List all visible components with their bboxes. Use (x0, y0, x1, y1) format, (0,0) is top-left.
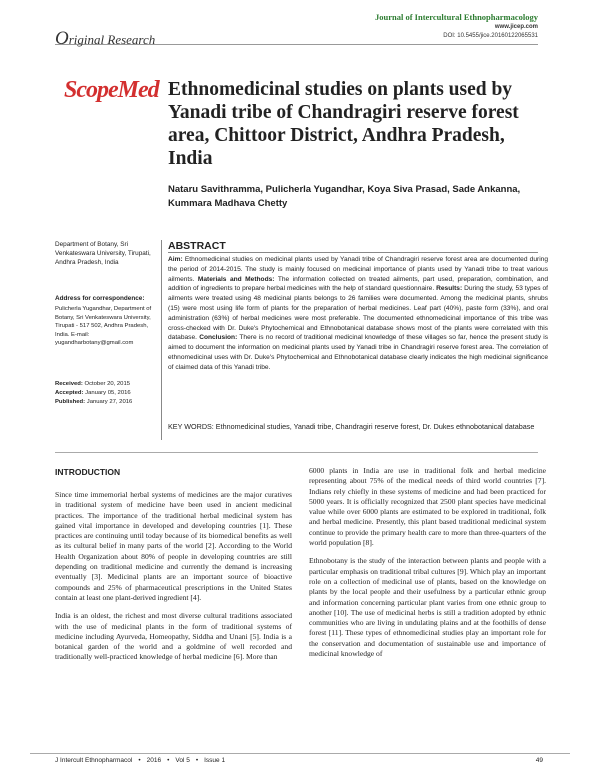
paragraph: Since time immemorial herbal systems of medicines are the major curatives in traditional system of medicine have been used in ancient medicinal practices. The importance of the traditional herbal medicinal system has gained vital importance in developed and developing countries [1]. These practices are continuing until today because of its biomedical benefits as well as its cultural belief in many parts of the world [2]. According to the World Health Organization about 80% of people in developing countries are still depending on traditional medicine and currently the demand is increasing eventually [3]. Medicinal plants are an important source of bioactive compounds and 25% of pharmaceutical prescriptions in the United States contain at least one plant-derived ingredient [4]. (55, 490, 292, 602)
abstract-rule (168, 252, 538, 253)
body-column-left (55, 490, 292, 671)
publisher-logo: ScopeMed (64, 77, 159, 103)
keywords-rule (55, 452, 538, 453)
footer-journal: J Intercult Ethnopharmacol (55, 757, 133, 764)
conclusion-label: Conclusion: (199, 334, 238, 342)
received-label: Received: (55, 381, 83, 387)
page-number: 49 (535, 757, 543, 764)
section-initial: O (55, 28, 69, 49)
aim-label: Aim: (168, 256, 183, 263)
article-dates (55, 380, 157, 408)
paragraph: 6000 plants in India are use in traditional folk and herbal medicine representing about 75% of the medical needs of third world countries [7]. Indians rely chiefly in these systems of medicine and had been practiced for 5000 years. It is officially recognized that 2500 plant species have medicinal value while over 6000 plants are estimated to be explored in traditional, folk and herbal medicine. Presently, this plant based traditional medicinal system continue to provide the primary health care to more than three-quarters of the world population [8]. (309, 466, 546, 548)
sidebar-divider (161, 240, 162, 440)
methods-text: The information collected on treated ailments, part used, preparation, combination, and addition of ingredients to prepare herbal medicines with the help of standard questionnaire. (168, 275, 549, 293)
section-label (55, 28, 155, 50)
methods-label: Materials and Methods: (197, 275, 275, 283)
abstract-text (168, 255, 548, 373)
keywords: KEY WORDS: Ethnomedicinal studies, Yanadi tribe, Chandragiri reserve forest, Dr. Dukes ethnobotanical database (168, 422, 535, 431)
journal-url[interactable]: www.jicep.com (494, 24, 538, 30)
footer-sep: • (167, 757, 170, 764)
body-column-right (309, 466, 546, 667)
footer-year: 2016 (146, 757, 162, 764)
results-label: Results: (436, 285, 463, 293)
footer-issue: Issue 1 (204, 757, 226, 764)
footer-sep: • (138, 757, 141, 764)
paragraph: India is an oldest, the richest and most diverse cultural traditions associated with the use of medicinal plants in the form of traditional systems of medicine including Ayurveda, Homeopathy, Siddha and Unani [5]. India is a botanical garden of the world and a goldmine of well recorded and traditionally well-practiced knowledge of herbal medicine [6]. More than (55, 611, 292, 662)
received-date: October 20, 2015 (84, 381, 131, 387)
introduction-heading: INTRODUCTION (55, 467, 121, 477)
article-title: Ethnomedicinal studies on plants used by Yanadi tribe of Chandragiri reserve forest area, Chittoor District, Andhra Pradesh, India (168, 79, 519, 169)
journal-name: Journal of Intercultural Ethnopharmacology (374, 12, 538, 22)
conclusion-text: There is no record of traditional medicinal knowledge of these villages so far, hence the present study is aimed to document the information on medicinal plants used by Yanadi tribe in Chandragiri reserve forest area. The correlation of ethnomedicinal uses with Dr. Duke's Phytochemical and Ethnobotanical database clearly indicates the high medicinal significance of claimed data of this Yanadi tribe. (168, 334, 548, 371)
article-doi: DOI: 10.5455/jice.20160122065531 (443, 33, 538, 39)
footer-citation (55, 757, 231, 764)
published-date: January 27, 2016 (86, 399, 133, 406)
results-text: During the study, 53 types of ailments were treated using 48 medicinal plants belongs to 26 families were documented. Among the medicinal plants, shrubs (15) were most using life form of plants for the preparation of herbal medicines. Leaf part (40%), paste form (33%), and oral administration (63%) of herbal medicines were most preferable. The documented ethnomedicinal importance of this tribe was cross-checked with Dr. Duke's Phytochemical and Ethnobotanical database shows most of the plants were correlated with this database. (168, 285, 549, 342)
paragraph: Ethnobotany is the study of the interaction between plants and people with a particular emphasis on traditional tribal cultures [9]. Which play an important role on a collection of medicinal use of plants, based on the knowledge on plants by the local people and their usefulness by a particular ethnic group and information concerning particular plant varies from one ethnic group to another [10]. The use of medicinal herbs is still a tradition adopted by ethnic communities who are living in undulating plains and at the foothills of dense forest [11]. These types of ethnomedicinal studies play an important role for the conservation and documentation of sustainable use and importance of medicinal knowledge of (309, 556, 546, 659)
correspondence-heading: Address for correspondence: (55, 295, 145, 302)
aim-text: Ethnomedicinal studies on medicinal plants used by Yanadi tribe of Chandragiri reserve forest area are documented during the period of 2014-2015. The study is mainly focused on medicinal importance of plants used by Yanadi tribe to treat various ailments. (168, 256, 548, 283)
accepted-label: Accepted: (55, 390, 84, 397)
published-label: Published: (55, 399, 86, 406)
abstract-heading: ABSTRACT (168, 240, 226, 252)
affiliation: Department of Botany, Sri Venkateswara University, Tirupati, Andhra Pradesh, India (55, 241, 151, 266)
footer-volume: Vol 5 (175, 757, 190, 764)
footer-rule (30, 753, 570, 754)
accepted-date: January 05, 2016 (85, 390, 131, 397)
correspondence-address: Pulicherla Yugandhar, Department of Botany, Sri Venkateswara University, Tirupati - 517 502, Andhra Pradesh, India. E-mail: yugandharbotany@gmail.com (55, 306, 152, 347)
section-rest: riginal Research (68, 32, 156, 47)
footer-sep: • (195, 757, 199, 764)
article-authors: Nataru Savithramma, Pulicherla Yugandhar, Koya Siva Prasad, Sade Ankanna, Kummara Madhava Chetty (168, 184, 521, 209)
